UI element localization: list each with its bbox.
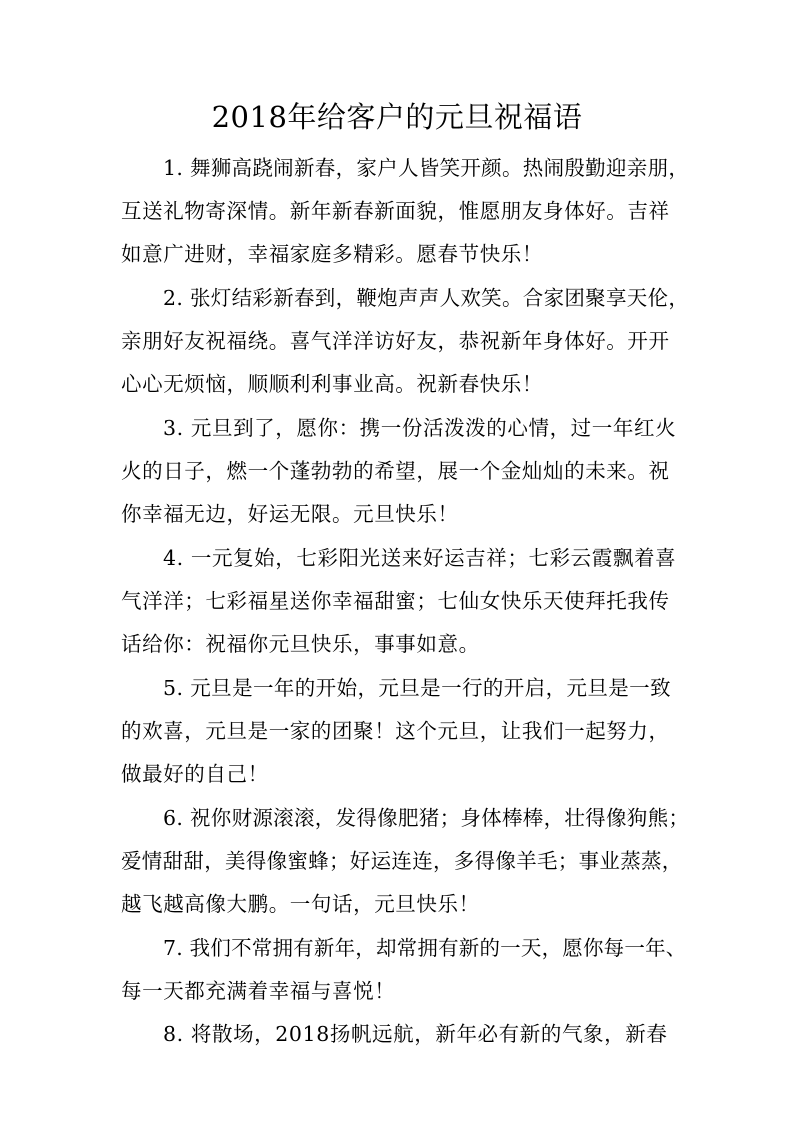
document-title: 2018年给客户的元旦祝福语 [211,100,583,134]
paragraph-line: 爱情甜甜，美得像蜜蜂；好运连连，多得像羊毛；事业蒸蒸， [121,849,683,873]
paragraph-line: 5. 元旦是一年的开始，元旦是一行的开启，元旦是一致 [163,676,671,700]
paragraph-line: 2. 张灯结彩新春到，鞭炮声声人欢笑。合家团聚享天伦， [163,286,690,310]
paragraph-line: 做最好的自己！ [121,762,269,786]
paragraph-line: 亲朋好友祝福绕。喜气洋洋访好友，恭祝新年身体好。开开 [121,329,670,353]
paragraph-line: 越飞越高像大鹏。一句话，元旦快乐！ [121,892,480,916]
paragraph-line: 如意广进财，幸福家庭多精彩。愿春节快乐！ [121,242,543,266]
paragraph-line: 心心无烦恼，顺顺利利事业高。祝新春快乐！ [121,372,543,396]
paragraph-line: 互送礼物寄深情。新年新春新面貌，惟愿朋友身体好。吉祥 [121,199,670,223]
paragraph-line: 3. 元旦到了，愿你：携一份活泼泼的心情，过一年红火 [163,416,677,440]
paragraph-line: 8. 将散场，2018扬帆远航，新年必有新的气象，新春 [163,1022,668,1046]
paragraph-line: 你幸福无边，好运无限。元旦快乐！ [121,502,459,526]
paragraph-line: 的欢喜，元旦是一家的团聚！这个元旦，让我们一起努力， [121,719,670,743]
paragraph-line: 1. 舞狮高跷闹新春，家户人皆笑开颜。热闹殷勤迎亲朋， [163,156,690,180]
paragraph-line: 每一天都充满着幸福与喜悦！ [121,979,396,1003]
paragraph-line: 7. 我们不常拥有新年，却常拥有新的一天，愿你每一年、 [163,936,687,960]
paragraph-line: 4. 一元复始，七彩阳光送来好运吉祥；七彩云霞飘着喜 [163,546,677,570]
paragraph-line: 6. 祝你财源滚滚，发得像肥猪；身体棒棒，壮得像狗熊； [163,806,690,830]
paragraph-line: 火的日子，燃一个蓬勃勃的希望，展一个金灿灿的未来。祝 [121,459,670,483]
paragraph-line: 气洋洋；七彩福星送你幸福甜蜜；七仙女快乐天使拜托我传 [121,589,670,613]
paragraph-line: 话给你：祝福你元旦快乐，事事如意。 [121,632,480,656]
